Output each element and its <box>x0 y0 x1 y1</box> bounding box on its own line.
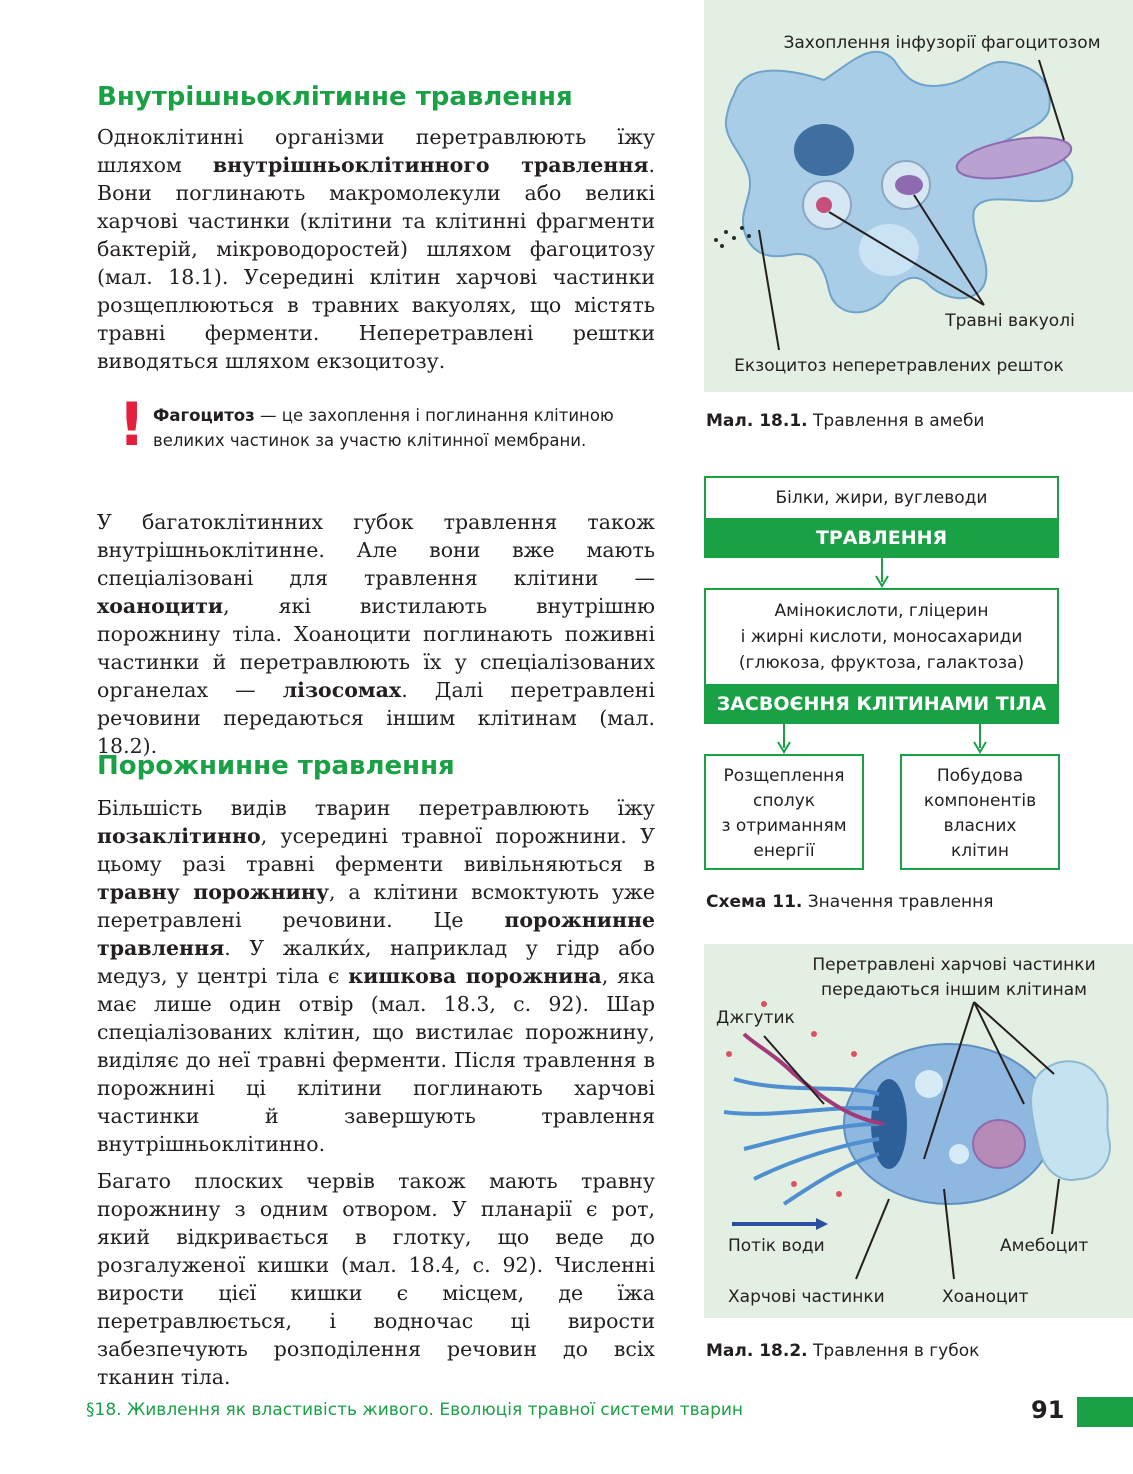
caption-scheme-11 <box>706 892 993 912</box>
energy-line-1: Розщеплення <box>723 766 845 786</box>
paragraph-intracellular: Одноклітинні організми перетравлюють їжу шляхом внутрішньоклітинного травлення. Вони поглинають макромолекули або великі харчові частинки (клітини та клітинні фрагменти бактерій, мікроводоростей) шляхом фагоцитозу (мал. 18.1). Усередині клітин харчові частинки розщеплюються в травних вакуолях, що містять травні ферменти. Неперетравлені рештки виводяться шляхом екзоцитозу. <box>97 125 655 373</box>
bold-term: порожнинне травлення <box>97 908 655 960</box>
bold-term: кишкова порожнина <box>348 964 602 988</box>
scheme-box-monomers <box>704 588 1059 684</box>
paragraph-flatworms: Багато плоских червів також мають травну порожнину з одним отвором. У планарії є рот, який відкривається в глотку, що веде до розгалуженої кишки (мал. 18.4, с. 92). Численні вирости цієї кишки є місцем, де їжа перетравлюється, і водночас ці вирости забезпечують розподілення речовин до всіх тканин тіла. <box>97 1169 655 1389</box>
bold-term: позаклітинно <box>97 824 261 848</box>
label-phagocytosis: Захоплення інфузорії фагоцитозом <box>783 33 1101 53</box>
amoebocyte <box>1031 1061 1110 1180</box>
contractile-vacuole <box>859 224 919 276</box>
nucleus <box>973 1120 1025 1168</box>
scheme-bar-digestion: ТРАВЛЕННЯ <box>704 518 1059 558</box>
label-food-particles: Харчові частинки <box>728 1287 885 1307</box>
section-title-cavity: Порожнинне травлення <box>97 751 455 781</box>
label-flagellum: Джгутик <box>716 1008 795 1028</box>
bold-term: внутрішньоклітинного травлення <box>212 153 649 177</box>
building-line-4: клітин <box>951 841 1009 861</box>
caption-text: Травлення в амеби <box>807 411 985 431</box>
energy-line-4: енергії <box>753 841 815 861</box>
digested-line-1: Перетравлені харчові частинки <box>812 955 1096 975</box>
building-line-3: власних <box>943 816 1017 836</box>
arrow-down-icon <box>872 558 892 588</box>
arrow-down-right-icon <box>970 724 990 754</box>
caption-text: Значення травлення <box>802 892 994 912</box>
monomers-line-3: (глюкоза, фруктоза, галактоза) <box>738 653 1025 673</box>
label-digested-particles <box>784 953 1124 1003</box>
page-tab-marker <box>1077 1397 1133 1427</box>
energy-line-2: сполук <box>752 791 816 811</box>
label-exocytosis: Екзоцитоз неперетравлених решток <box>734 356 1064 376</box>
label-choanocyte: Хоаноцит <box>942 1287 1029 1307</box>
monomers-line-1: Амінокислоти, гліцерин <box>774 601 989 621</box>
energy-line-3: з отриманням <box>721 816 847 836</box>
caption-label: Мал. 18.1. <box>706 411 808 431</box>
arrow-down-left-icon <box>774 724 794 754</box>
amoeba-nucleus <box>794 124 854 176</box>
label-water-flow: Потік води <box>728 1236 825 1256</box>
food-particles <box>726 1001 857 1197</box>
section-title-intracellular: Внутрішньоклітинне травлення <box>97 82 573 112</box>
monomers-line-2: і жирні кислоти, моносахариди <box>740 627 1023 647</box>
caption-fig-18-1 <box>706 411 984 431</box>
digested-line-2: передаються іншим клітинам <box>820 980 1088 1000</box>
caption-label: Схема 11. <box>706 892 803 912</box>
note-term: Фагоцитоз <box>153 406 255 425</box>
scheme-box-building <box>900 754 1060 870</box>
building-line-2: компонентів <box>923 791 1037 811</box>
scheme-box-energy <box>704 754 864 870</box>
scheme-box-nutrients: Білки, жири, вуглеводи <box>704 476 1059 518</box>
exclamation-icon: ! <box>118 390 146 460</box>
figure-sponge <box>704 944 1133 1318</box>
scheme-bar-assimilation: ЗАСВОЄННЯ КЛІТИНАМИ ТІЛА <box>704 684 1059 724</box>
paragraph-cavity: Більшість видів тварин перетравлюють їжу позаклітинно, усередині травної порожнини. У цьому разі травні ферменти вивільняються в травну порожнину, а клітини всмоктують уже перетравлені речовини. Це порожнинне травлення. У жалки́х, наприклад у гідр або медуз, у центрі тіла є кишкова порожнина, яка має лише один отвір (мал. 18.3, с. 92). Шар спеціалізованих клітин, що вистилає порожнину, виділяє до неї травні ферменти. Після травлення в порожнині ці клітини поглинають харчові частинки й завершують травлення внутрішньоклітинно. <box>97 796 655 1156</box>
page-number: 91 <box>1031 1396 1065 1424</box>
digested-food <box>895 175 923 195</box>
bold-term: травну порожнину <box>97 880 329 904</box>
paragraph-sponges: У багатоклітинних губок травлення також внутрішньоклітинне. Але вони вже мають спеціалізовані для травлення клітини — хоаноцити, які вистилають внутрішню порожнину тіла. Хоаноцити поглинають поживні частинки й перетравлюють їх у спеціалізованих органелах — лізосомах. Далі перетравлені речовини передаються іншим клітинам (мал. 18.2). <box>97 510 656 758</box>
food-particles <box>816 197 832 213</box>
caption-fig-18-2 <box>706 1341 979 1361</box>
building-line-1: Побудова <box>936 766 1024 786</box>
label-food-vacuoles: Травні вакуолі <box>945 311 1075 331</box>
note-text: — це захоплення і поглинання клітиною великих частинок за участю клітинної мембрани. <box>153 406 614 450</box>
amoeba-illustration <box>704 0 1133 392</box>
caption-text: Травлення в губок <box>807 1341 980 1361</box>
definition-note <box>153 403 623 453</box>
bold-term: хоаноцити <box>97 594 224 618</box>
caption-label: Мал. 18.2. <box>706 1341 808 1361</box>
bold-term: лізосомах <box>282 678 402 702</box>
label-amoebocyte: Амебоцит <box>1000 1236 1089 1256</box>
figure-amoeba <box>704 0 1133 392</box>
running-footer: §18. Живлення як властивість живого. Еволюція травної системи тварин <box>86 1400 744 1420</box>
